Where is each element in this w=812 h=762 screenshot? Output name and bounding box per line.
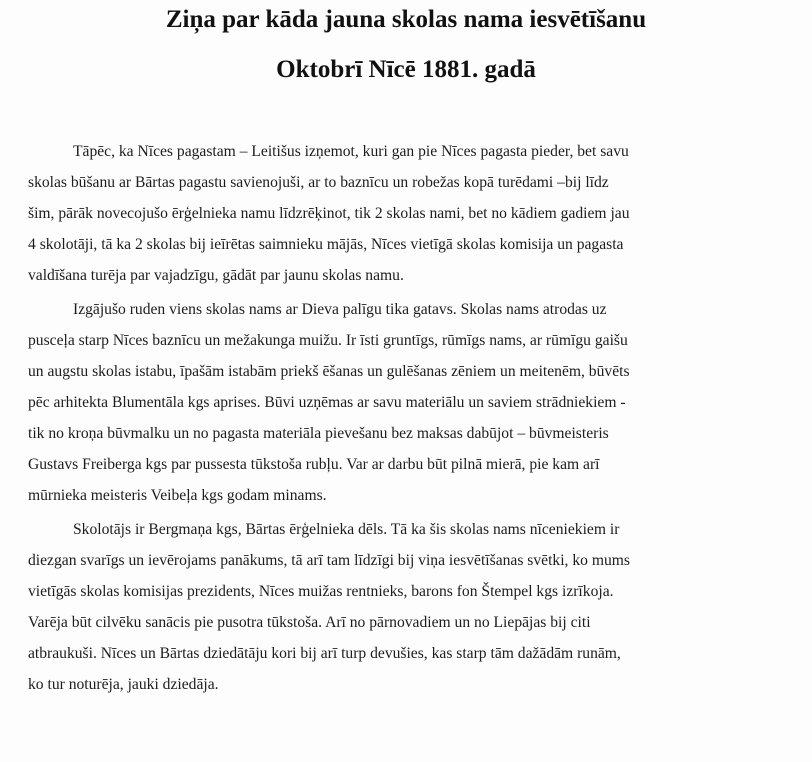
text-line: atbraukuši. Nīces un Bārtas dziedātāju kori bij arī turp devušies, kas starp tām dažādām runām, <box>28 645 621 662</box>
text-line: valdīšana turēja par vajadzīgu, gādāt par jaunu skolas namu. <box>28 267 404 284</box>
document-body <box>28 136 812 700</box>
paragraph-1 <box>28 136 812 291</box>
text-line: ko tur noturēja, jauki dziedāja. <box>28 676 219 693</box>
text-line: Gustavs Freiberga kgs par pussesta tūkstoša rubļu. Var ar darbu būt pilnā mierā, pie kam arī <box>28 456 600 473</box>
text-line: diezgan svarīgs un ievērojams panākums, tā arī tam līdzīgi bij viņa iesvētīšanas svētki, ko mums <box>28 552 630 569</box>
paragraph-2 <box>28 294 812 511</box>
text-line: vietīgās skolas komisijas prezidents, Nīces muižas rentnieks, barons fon Štempel kgs izrīkoja. <box>28 583 614 600</box>
text-line: šim, pārāk novecojušo ērģelnieka namu līdzrēķinot, tik 2 skolas nami, bet no kādiem gadiem jau <box>28 205 630 222</box>
text-line: mūrnieka meisteris Veibeļa kgs godam minams. <box>28 487 327 504</box>
text-line: Skolotājs ir Bergmaņa kgs, Bārtas ērģelnieka dēls. Tā ka šis skolas nams nīceniekiem ir <box>73 521 620 538</box>
text-line: 4 skolotāji, tā ka 2 skolas bij ieīrētas saimnieku mājās, Nīces vietīgā skolas komisija un pagasta <box>28 236 624 253</box>
document-title: Ziņa par kāda jauna skolas nama iesvētīšanu <box>165 6 647 33</box>
text-line: Varēja būt cilvēku sanācis pie pusotra tūkstoša. Arī no pārnovadiem un no Liepājas bij citi <box>28 614 591 631</box>
text-line: un augstu skolas istabu, īpašām istabām priekš ēšanas un gulēšanas zēniem un meitenēm, būvēts <box>28 363 630 380</box>
text-line: Izgājušo ruden viens skolas nams ar Dieva palīgu tika gatavs. Skolas nams atrodas uz <box>73 301 607 318</box>
text-line: skolas būšanu ar Bārtas pagastu savienojuši, ar to baznīcu un robežas kopā turēdami –bij līdz <box>28 174 609 191</box>
document-subtitle: Oktobrī Nīcē 1881. gadā <box>276 56 536 83</box>
text-line: tik no kroņa būvmalku un no pagasta materiāla pievešanu bez maksas dabūjot – būvmeisteris <box>28 425 609 442</box>
paragraph-3 <box>28 514 812 700</box>
text-line: Tāpēc, ka Nīces pagastam – Leitišus izņemot, kuri gan pie Nīces pagasta pieder, bet savu <box>73 143 629 160</box>
text-line: pēc arhitekta Blumentāla kgs aprises. Būvi uzņēmas ar savu materiālu un saviem strādniekiem - <box>28 394 626 411</box>
text-line: pusceļa starp Nīces baznīcu un mežakunga muižu. Ir īsti gruntīgs, rūmīgs nams, ar rūmīgu gaišu <box>28 332 628 349</box>
